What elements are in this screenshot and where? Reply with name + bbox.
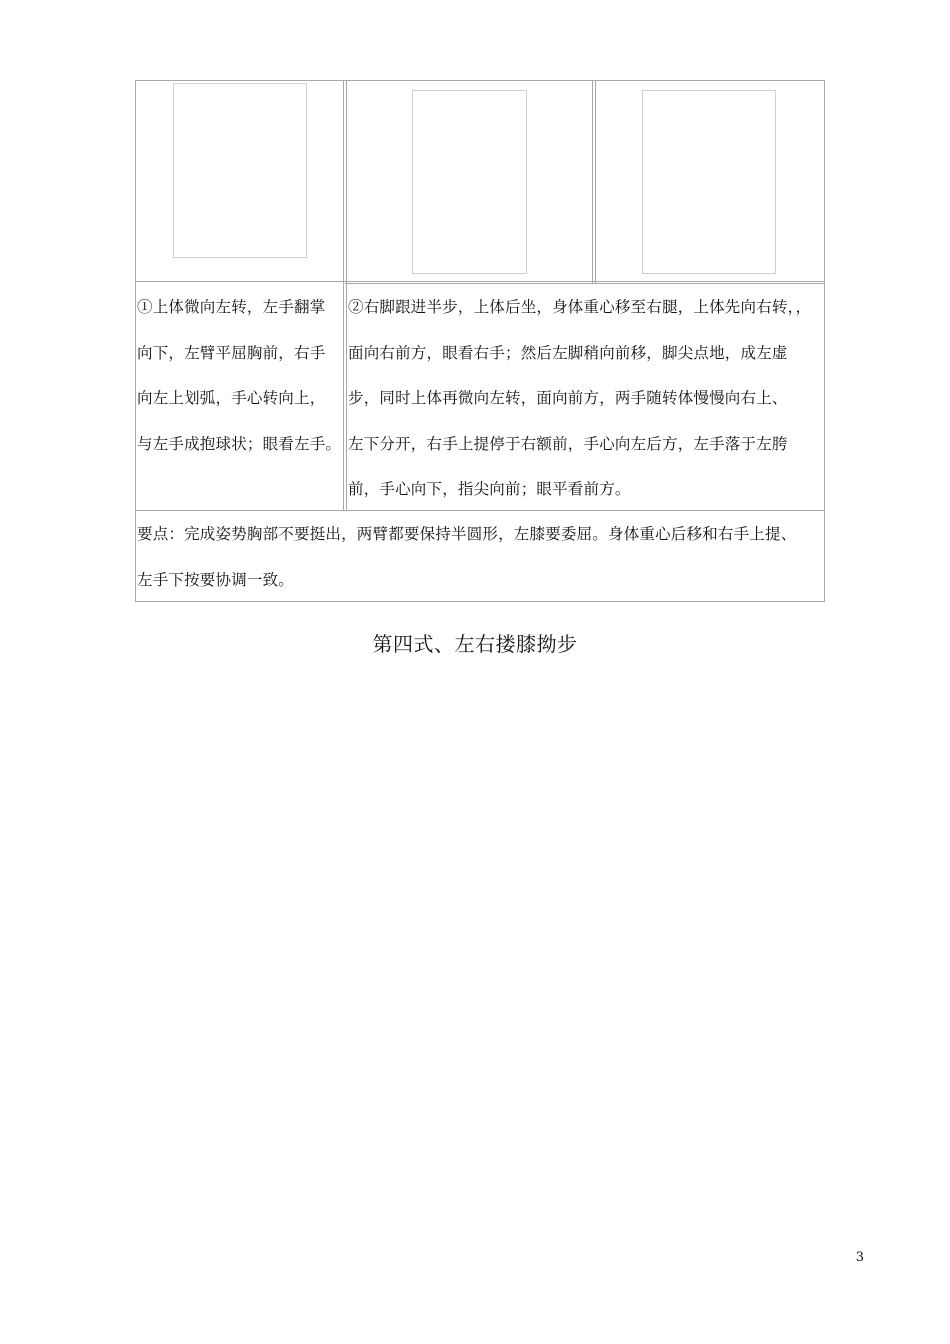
figure-image-1 [173,83,307,258]
table-row-divider-1b [345,283,825,284]
figure-image-2 [412,90,527,274]
step1-line: ①上体微向左转，左手翻掌 [137,298,326,316]
step1-text [137,285,343,467]
page-number: 3 [855,1250,864,1265]
table-border-top [135,80,825,81]
table-col-divider-2 [592,80,593,283]
figure-image-3 [642,90,776,274]
table-col-divider-1 [343,80,344,511]
step1-line: 向左上划弧，手心转向上， [137,389,326,408]
step2-line: ②右脚跟进半步，上体后坐，身体重心移至右腿，上体先向右转，， [348,298,812,316]
key-points-text [137,512,824,603]
table-row-divider-1 [135,281,825,282]
table-border-right [824,80,825,602]
key-points-line: 左手下按要协调一致。 [137,570,295,589]
table-col-divider-2b [595,80,596,283]
step2-line: 面向右前方，眼看右手；然后左脚稍向前移，脚尖点地，成左虚 [348,343,788,362]
table-col-divider-1b [346,80,347,511]
step2-line: 步，同时上体再微向左转，面向前方，两手随转体慢慢向右上、 [348,389,788,408]
step1-line: 向下，左臂平屈胸前，右手 [137,343,326,362]
key-points-line: 要点：完成姿势胸部不要挺出，两臂都要保持半圆形，左膝要委屈。身体重心后移和右手上提、 [137,525,797,543]
step2-line: 前，手心向下，指尖向前；眼平看前方。 [348,480,631,499]
step2-line: 左下分开，右手上提停于右额前，手心向左后方，左手落于左胯 [348,434,788,453]
step1-line: 与左手成抱球状；眼看左手。 [137,434,342,453]
section-title: 第四式、左右搂膝拗步 [372,632,578,656]
table-border-left [135,80,136,602]
step2-text [348,285,824,513]
